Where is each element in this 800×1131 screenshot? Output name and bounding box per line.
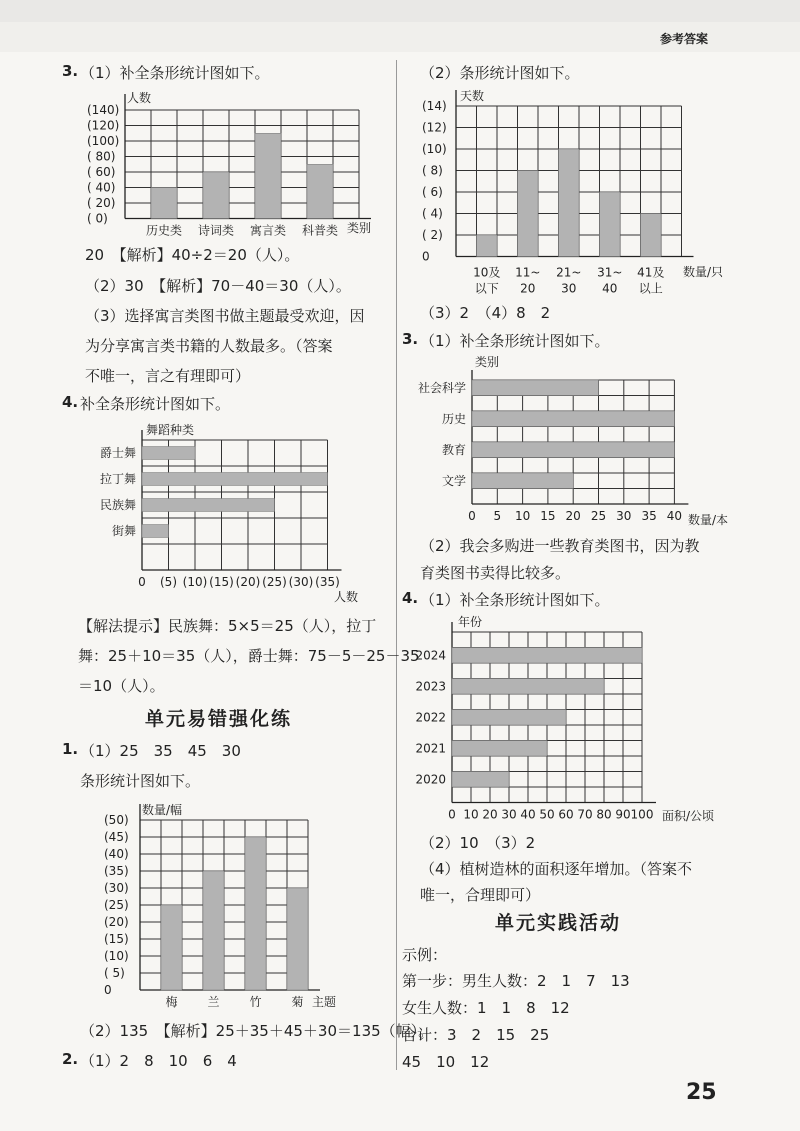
right-q3-answer-2: 育类图书卖得比较多。 — [420, 564, 571, 582]
question-4-number: 4. — [62, 393, 79, 411]
x-category-label: 20 — [520, 281, 536, 296]
y-tick-label: ( 6) — [422, 185, 443, 199]
bar-11~20 — [518, 171, 539, 257]
bar-21~30 — [559, 149, 580, 257]
x-category-label: 历史类 — [145, 223, 183, 236]
section-title-errors: 单元易错强化练 — [145, 708, 293, 730]
chart-6-ylabel: 年份 — [458, 615, 483, 629]
question-4-intro: 补全条形统计图如下。 — [80, 395, 231, 413]
x-category-label: 梅 — [165, 995, 178, 1009]
chart-5-xlabel: 数量/本 — [688, 513, 729, 527]
step-1-boys: 第一步：男生人数：2 1 7 13 — [402, 972, 630, 990]
exercise-1-number: 1. — [62, 740, 79, 758]
bar-10及以下 — [477, 235, 498, 257]
x-category-label: 诗词类 — [197, 223, 235, 236]
y-tick-label: (14) — [422, 99, 447, 113]
chart-3-ylabel: 数量/幅 — [142, 803, 183, 817]
chart-1-xlabel: 类别 — [347, 221, 372, 235]
step-1-extra: 45 10 12 — [402, 1053, 490, 1071]
y-category-label: 拉丁舞 — [99, 472, 136, 486]
bar-31~40 — [600, 192, 621, 257]
y-category-label: 历史 — [441, 411, 466, 426]
x-category-label: 41及 — [637, 265, 665, 280]
bar-历史类 — [151, 188, 177, 219]
bar-2022 — [452, 710, 566, 726]
y-tick-label: ( 4) — [422, 206, 443, 221]
y-tick-label: (100) — [87, 134, 120, 148]
q4-hint-2: 舞：25＋10＝35（人），爵士舞：75－5－25－35 — [78, 647, 420, 665]
x-tick-label: 40 — [520, 807, 536, 822]
section-title-practice: 单元实践活动 — [495, 912, 622, 934]
q3-answer-2: （2）30 【解析】70－40＝30（人）。 — [85, 277, 351, 295]
y-tick-label: (120) — [87, 118, 120, 133]
y-category-label: 民族舞 — [99, 498, 136, 512]
x-tick-label: 10 — [463, 807, 479, 822]
y-category-label: 教育 — [441, 442, 466, 457]
x-tick-label: 90 — [615, 807, 631, 822]
chart-1-ylabel: 人数 — [127, 91, 152, 105]
step-1-total: 合计：3 2 15 25 — [402, 1026, 550, 1044]
chart-dance-types — [80, 418, 380, 606]
chart-4-xlabel: 数量/只 — [683, 265, 724, 279]
bar-2023 — [452, 679, 604, 695]
x-tick-label: 0 — [468, 509, 476, 523]
chart-painting-themes — [100, 792, 380, 1014]
bar-社会科学 — [472, 380, 599, 396]
exercise-2-answer: （1）2 8 10 6 4 — [80, 1052, 237, 1070]
x-category-label: 31~ — [597, 265, 623, 280]
y-tick-label: (50) — [104, 813, 129, 827]
exercise-2-number: 2. — [62, 1050, 79, 1068]
y-tick-label: (12) — [422, 120, 447, 135]
x-tick-label: 100 — [630, 807, 654, 822]
x-category-label: 以下 — [474, 281, 499, 296]
x-category-label: 竹 — [249, 995, 262, 1009]
right-question-4-intro: （1）补全条形统计图如下。 — [420, 591, 610, 609]
x-tick-label: 10 — [514, 509, 531, 523]
right-question-3-intro: （1）补全条形统计图如下。 — [420, 332, 610, 350]
chart-book-categories — [85, 88, 385, 236]
y-tick-label: ( 0) — [87, 211, 108, 226]
y-category-label: 2021 — [415, 741, 446, 756]
y-tick-label: ( 2) — [422, 228, 443, 242]
chart-2-xlabel: 人数 — [334, 590, 359, 604]
bar-文学 — [472, 473, 573, 489]
chart-days-count — [418, 84, 728, 302]
y-tick-label: ( 80) — [87, 149, 116, 164]
x-category-label: 40 — [602, 281, 618, 296]
bar-历史 — [472, 411, 674, 427]
y-tick-label: (10) — [104, 949, 129, 963]
y-category-label: 街舞 — [111, 524, 136, 538]
chart-afforestation — [400, 610, 780, 825]
x-category-label: 菊 — [291, 995, 304, 1009]
y-tick-label: 0 — [104, 983, 112, 997]
x-category-label: 11~ — [515, 265, 541, 280]
right-question-3-number: 3. — [402, 330, 419, 348]
y-tick-label: (35) — [104, 864, 129, 878]
chart-book-sales — [400, 350, 745, 530]
x-tick-label: (15) — [209, 575, 234, 589]
y-tick-label: (45) — [104, 830, 129, 844]
x-tick-label: (20) — [235, 575, 261, 589]
y-tick-label: (40) — [104, 847, 129, 861]
question-3-intro: （1）补全条形统计图如下。 — [80, 64, 270, 82]
x-tick-label: 50 — [539, 807, 555, 822]
bar-梅 — [161, 905, 182, 990]
exercise-1-part-2: （2）135 【解析】25＋35＋45＋30＝135（幅）。 — [80, 1022, 434, 1040]
chart-4-ylabel: 天数 — [460, 89, 485, 103]
x-tick-label: 0 — [448, 807, 456, 822]
right-part-2-intro: （2）条形统计图如下。 — [420, 64, 580, 82]
y-tick-label: ( 60) — [87, 165, 116, 179]
y-tick-label: (140) — [87, 103, 120, 117]
chart-2-ylabel: 舞蹈种类 — [146, 423, 195, 437]
x-tick-label: (25) — [262, 575, 287, 589]
q3-answer-3b: 为分享寓言类书籍的人数最多。（答案 — [85, 337, 333, 355]
y-category-label: 爵士舞 — [99, 446, 136, 460]
right-q3-answer-1: （2）我会多购进一些教育类图书，因为教 — [420, 537, 700, 555]
y-tick-label: ( 8) — [422, 163, 443, 178]
q3-answer-1: 20 【解析】40÷2＝20（人）。 — [85, 246, 300, 264]
page-number: 25 — [686, 1080, 717, 1105]
x-tick-label: 40 — [666, 509, 683, 523]
exercise-1-chart-intro: 条形统计图如下。 — [80, 772, 201, 790]
y-category-label: 社会科学 — [417, 380, 466, 395]
x-tick-label: 15 — [540, 509, 556, 523]
y-category-label: 2022 — [415, 710, 446, 725]
q3-answer-3a: （3）选择寓言类图书做主题最受欢迎，因 — [85, 307, 365, 325]
x-tick-label: (35) — [315, 575, 340, 589]
chart-5-ylabel: 类别 — [475, 355, 500, 369]
right-q4-answer-4b: 唯一，合理即可） — [420, 886, 541, 904]
right-part-3-4: （3）2 （4）8 2 — [420, 304, 551, 322]
q3-answer-3c: 不唯一，言之有理即可） — [85, 367, 251, 385]
right-q4-answer-2-3: （2）10 （3）2 — [420, 834, 536, 852]
x-tick-label: 70 — [577, 807, 593, 822]
q4-hint-1: 【解法提示】民族舞：5×5＝25（人），拉丁 — [78, 617, 377, 635]
y-category-label: 2024 — [415, 648, 446, 663]
x-tick-label: (10) — [182, 575, 208, 589]
bar-拉丁舞 — [142, 473, 328, 486]
x-tick-label: 20 — [482, 807, 498, 822]
x-category-label: 寓言类 — [249, 223, 287, 236]
x-tick-label: (5) — [160, 575, 177, 589]
x-category-label: 科普类 — [301, 223, 339, 236]
step-1-girls: 女生人数：1 1 8 12 — [402, 999, 570, 1017]
x-tick-label: 20 — [565, 509, 581, 523]
bar-教育 — [472, 442, 674, 458]
x-tick-label: 25 — [590, 509, 607, 523]
bar-竹 — [245, 837, 266, 990]
y-tick-label: ( 40) — [87, 180, 116, 195]
bar-2020 — [452, 772, 509, 788]
x-tick-label: 60 — [558, 807, 574, 822]
example-label: 示例： — [402, 946, 448, 964]
bar-诗词类 — [203, 172, 229, 219]
bar-爵士舞 — [142, 447, 195, 460]
bar-寓言类 — [255, 133, 281, 218]
x-category-label: 10及 — [473, 265, 501, 280]
y-tick-label: (30) — [104, 881, 129, 895]
bar-菊 — [287, 888, 308, 990]
chart-6-xlabel: 面积/公顷 — [662, 809, 715, 823]
bar-兰 — [203, 871, 224, 990]
header-title: 参考答案 — [660, 32, 709, 46]
x-category-label: 30 — [561, 281, 577, 296]
question-3-number: 3. — [62, 62, 79, 80]
bar-科普类 — [307, 164, 333, 218]
x-tick-label: 30 — [616, 509, 632, 523]
y-tick-label: (20) — [104, 915, 129, 929]
y-tick-label: ( 5) — [104, 966, 125, 980]
y-tick-label: (25) — [104, 898, 129, 912]
x-tick-label: 0 — [138, 575, 146, 589]
exercise-1-answer: （1）25 35 45 30 — [80, 742, 241, 760]
bar-2021 — [452, 741, 547, 757]
y-category-label: 文学 — [441, 473, 466, 488]
x-tick-label: 35 — [641, 509, 657, 523]
right-q4-answer-4a: （4）植树造林的面积逐年增加。（答案不 — [420, 860, 693, 878]
x-category-label: 兰 — [207, 995, 220, 1009]
x-category-label: 21~ — [556, 265, 582, 280]
y-tick-label: (15) — [104, 932, 129, 946]
bar-2024 — [452, 648, 642, 664]
x-tick-label: 30 — [501, 807, 517, 822]
y-tick-label: ( 20) — [87, 196, 116, 210]
y-tick-label: (10) — [422, 142, 447, 156]
right-question-4-number: 4. — [402, 589, 419, 607]
chart-3-xlabel: 主题 — [312, 995, 337, 1009]
q4-hint-3: ＝10（人）。 — [78, 677, 165, 695]
bar-民族舞 — [142, 499, 275, 512]
x-category-label: 以上 — [638, 281, 663, 296]
bar-街舞 — [142, 525, 169, 538]
bar-41及以上 — [641, 214, 662, 257]
column-divider — [396, 60, 397, 1070]
y-category-label: 2023 — [415, 679, 446, 694]
y-tick-label: 0 — [422, 249, 430, 264]
y-category-label: 2020 — [415, 772, 446, 787]
x-tick-label: 80 — [596, 807, 612, 822]
x-tick-label: 5 — [493, 509, 502, 523]
x-tick-label: (30) — [288, 575, 314, 589]
